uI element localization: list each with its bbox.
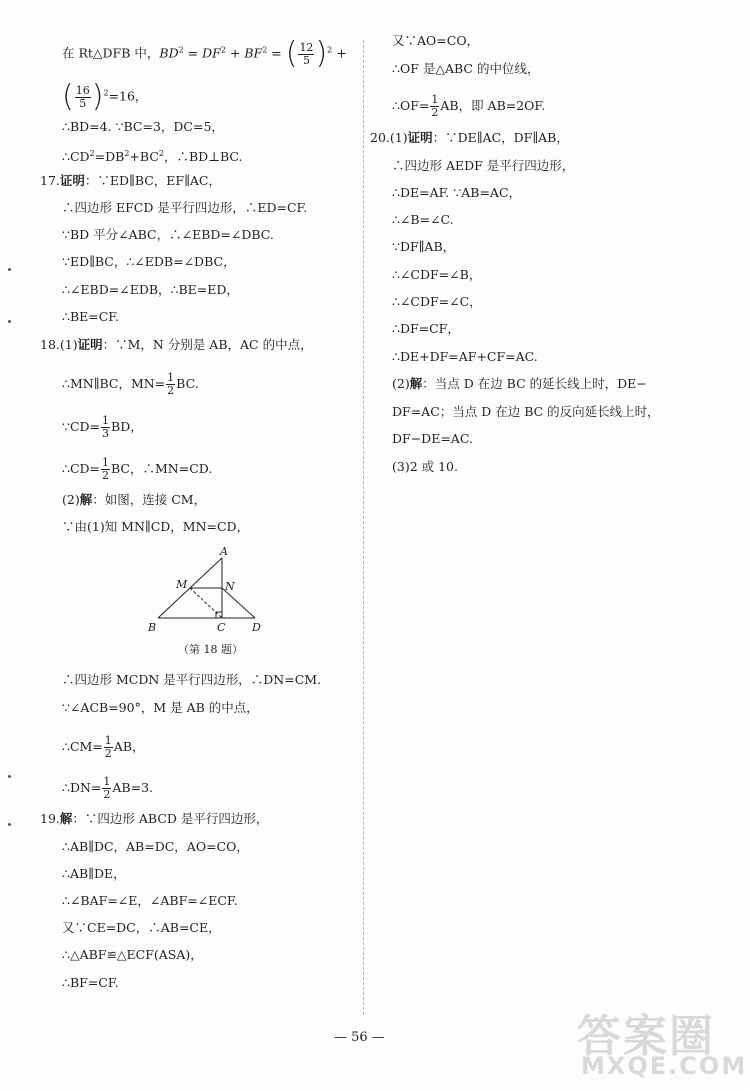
question-number: 20.: [370, 130, 390, 145]
figure-caption: （第 18 题）: [178, 643, 243, 656]
left-paren: (: [285, 36, 298, 71]
exponent: 2: [262, 45, 268, 55]
scan-speck: [8, 775, 11, 778]
line-8: ∵ED∥BC，∴∠EDB=∠DBC，: [62, 254, 236, 269]
text: =: [267, 45, 286, 61]
label-D: D: [252, 621, 261, 634]
line-14: [62, 457, 212, 482]
r-line-8: ∵DF∥AB，: [392, 239, 456, 254]
label-C: C: [217, 621, 226, 634]
question-number: 17.: [40, 173, 60, 188]
exponent: 2: [327, 45, 333, 55]
text: 在 Rt△DFB 中，: [62, 45, 160, 61]
r-line-7: ∴∠B=∠C.: [392, 212, 454, 227]
denominator: 5: [79, 96, 87, 110]
text: =16，: [108, 88, 148, 104]
r-line-5: ∴四边形 AEDF 是平行四边形，: [392, 158, 575, 173]
text: +BC: [129, 149, 159, 165]
denominator: 2: [431, 106, 439, 119]
label-solution: 解: [59, 811, 73, 826]
page-number: — 56 —: [334, 1030, 385, 1045]
right-paren: ): [315, 36, 328, 71]
line-25: 又∵CE=DC，∴AB=CE，: [62, 920, 221, 935]
line-9: ∴∠EBD=∠EDB，∴BE=ED，: [62, 282, 239, 297]
text: ：∵ED∥BC，EF∥AC，: [84, 173, 221, 188]
question-18: [40, 337, 313, 353]
r-line-6: ∴DE=AF. ∵AB=AC，: [392, 185, 522, 200]
part-number: (2): [392, 376, 410, 391]
text: ：∵四边形 ABCD 是平行四边形，: [72, 811, 269, 826]
r-line-16: (3)2 或 10.: [392, 459, 458, 474]
label-solution: 解: [79, 492, 93, 507]
r-line-1: 又∵AO=CO，: [392, 33, 480, 48]
r-line-2: ∴OF 是△ABC 的中位线，: [392, 61, 540, 76]
watermark-url: MXQE.COM: [581, 1052, 748, 1080]
label-N: N: [225, 580, 235, 593]
exponent: 2: [220, 45, 226, 55]
scan-speck: [8, 823, 11, 826]
r-line-11: ∴DF=CF，: [392, 321, 460, 336]
fraction: [102, 776, 111, 801]
text: ：∵DE∥AC，DF∥AB，: [432, 130, 569, 145]
r-line-15: DF−DE=AC.: [392, 431, 473, 446]
text: ∴CD: [62, 149, 90, 165]
question-number: 18.: [40, 337, 60, 352]
text: ：如图，连接 CM，: [92, 492, 207, 507]
numerator: 1: [431, 93, 439, 106]
numerator: 1: [102, 456, 110, 469]
line-20: [62, 776, 153, 801]
text: ∴CM=: [62, 739, 103, 754]
line-6: ∴四边形 EFCD 是平行四边形，∴ED=CF.: [62, 200, 308, 215]
numerator: 12: [299, 40, 314, 54]
denominator: 5: [302, 53, 310, 67]
label-B: B: [148, 621, 157, 634]
fraction: [104, 735, 113, 760]
line-3: ∴BD=4. ∵BC=3，DC=5，: [62, 119, 224, 134]
fraction: [101, 457, 110, 482]
text: AB=3.: [112, 780, 154, 795]
text: =DB: [94, 149, 125, 165]
fraction: [101, 415, 110, 440]
right-paren: ): [91, 79, 104, 114]
text: BD，: [111, 419, 143, 434]
text: +: [225, 45, 245, 61]
text: ∴DN=: [62, 780, 102, 795]
line-26: ∴△ABF≌△ECF(ASA)，: [62, 947, 203, 962]
r-line-10: ∴∠CDF=∠C，: [392, 294, 482, 309]
line-1: [62, 36, 347, 71]
math-var: DF: [202, 45, 221, 61]
text: ：当点 D 在边 BC 的延长线上时，DE−: [422, 376, 647, 391]
text: ∴CD=: [62, 461, 101, 476]
text: ，∴BD⊥BC.: [163, 149, 243, 165]
label-M: M: [176, 578, 188, 591]
numerator: 1: [103, 775, 111, 788]
line-4: [62, 146, 242, 165]
watermark-logo: [575, 1000, 748, 1085]
exponent: 2: [178, 45, 184, 55]
fraction: [298, 42, 314, 67]
numerator: 1: [104, 734, 112, 747]
math-var: BF: [244, 45, 263, 61]
denominator: 2: [104, 747, 112, 760]
segment-MC-dashed: [190, 588, 222, 618]
part-number: (2): [62, 492, 80, 507]
denominator: 3: [102, 427, 110, 440]
label-proof: 证明: [407, 130, 433, 145]
numerator: 1: [167, 371, 175, 384]
line-18: ∵∠ACB=90°，M 是 AB 的中点，: [62, 700, 259, 715]
fraction: [166, 372, 175, 397]
exponent: 2: [89, 149, 95, 158]
r-line-12: ∴DE+DF=AF+CF=AC.: [392, 349, 538, 364]
math-var: BD: [159, 45, 179, 61]
line-2: [62, 79, 148, 114]
text: +: [332, 45, 347, 61]
r-line-9: ∴∠CDF=∠B，: [392, 267, 482, 282]
text: BC.: [176, 376, 199, 391]
exponent: 2: [103, 88, 109, 98]
line-13: [62, 415, 143, 440]
scan-speck: [8, 268, 11, 271]
r-line-13: [392, 376, 647, 392]
text: ∴OF=: [392, 98, 430, 113]
line-23: ∴AB∥DE，: [62, 866, 126, 881]
line-17: ∴四边形 MCDN 是平行四边形，∴DN=CM.: [62, 672, 322, 687]
question-17: [40, 173, 221, 189]
part-number: (1): [59, 337, 78, 352]
r-line-3: [392, 94, 545, 119]
label-solution: 解: [409, 376, 423, 391]
part-number: (1): [389, 130, 408, 145]
denominator: 2: [102, 469, 110, 482]
text: ：∵M，N 分别是 AB，AC 的中点，: [102, 337, 313, 352]
fraction: [430, 94, 439, 119]
line-22: ∴AB∥DC，AB=DC，AO=CO，: [62, 839, 249, 854]
denominator: 2: [167, 384, 175, 397]
exponent: 2: [158, 149, 164, 158]
text: =: [183, 45, 203, 61]
numerator: 1: [102, 414, 110, 427]
line-19: [62, 735, 145, 760]
line-16: ∵由(1)知 MN∥CD，MN=CD，: [62, 519, 250, 534]
line-15: [62, 492, 206, 508]
column-divider: [363, 40, 364, 1015]
scan-speck: [8, 320, 11, 323]
question-20: [370, 130, 569, 146]
figure-18: [140, 543, 270, 638]
text: ∴MN∥BC，MN=: [62, 376, 166, 391]
r-line-14: DF=AC；当点 D 在边 BC 的反向延长线上时，: [392, 404, 660, 419]
label-proof: 证明: [77, 337, 103, 352]
numerator: 16: [75, 83, 90, 97]
label-A: A: [220, 545, 228, 558]
text: AB，即 AB=2OF.: [440, 98, 546, 113]
line-12: [62, 372, 199, 397]
left-paren: (: [62, 79, 74, 114]
watermark-text: 答案圈: [577, 1011, 715, 1062]
exponent: 2: [124, 149, 130, 158]
text: AB，: [113, 739, 145, 754]
text: ∵CD=: [62, 419, 101, 434]
question-19: [40, 811, 268, 827]
line-7: ∵BD 平分∠ABC，∴∠EBD=∠DBC.: [62, 227, 274, 242]
fraction: [75, 85, 91, 110]
line-27: ∴BF=CF.: [62, 975, 119, 990]
question-number: 19.: [40, 811, 60, 826]
line-10: ∴BE=CF.: [62, 309, 120, 324]
label-proof: 证明: [59, 173, 85, 188]
line-24: ∴∠BAF=∠E，∠ABF=∠ECF.: [62, 893, 238, 908]
text: BC，∴MN=CD.: [111, 461, 213, 476]
denominator: 2: [103, 788, 111, 801]
